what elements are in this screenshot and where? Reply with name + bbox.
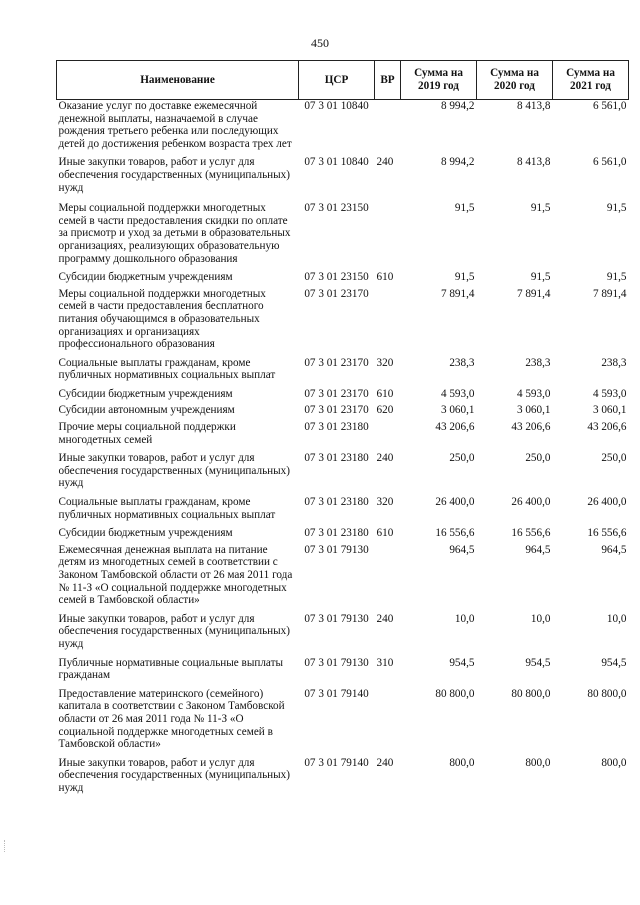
- table-body: [57, 100, 629, 795]
- row-name: Субсидии бюджетным учреждениям: [58, 527, 233, 540]
- row-sum-2019: 16 556,6: [435, 527, 475, 540]
- row-vr: [375, 688, 401, 751]
- row-vr: [375, 544, 401, 607]
- row-vr: 240: [376, 612, 394, 625]
- row-sum-2019: 7 891,4: [440, 287, 475, 300]
- table-row: [57, 100, 629, 151]
- row-name: Прочие меры социальной поддержки многодетных семей: [58, 421, 236, 446]
- row-csr: 07 3 01 10840: [304, 156, 369, 169]
- row-sum-2021: 800,0: [601, 756, 627, 769]
- row-sum-2020: 10,0: [530, 612, 551, 625]
- row-sum-2021: 26 400,0: [587, 496, 627, 509]
- row-sum-2020: 80 800,0: [511, 687, 551, 700]
- row-sum-2019: 8 994,2: [440, 156, 475, 169]
- row-vr: 310: [376, 656, 394, 669]
- row-name: Публичные нормативные социальные выплаты гражданам: [58, 656, 284, 682]
- row-sum-2021: 238,3: [601, 356, 627, 369]
- row-csr: 07 3 01 79140: [304, 756, 369, 769]
- row-name: Иные закупки товаров, работ и услуг для обеспечения государственных (муниципальных) нужд: [58, 452, 290, 490]
- row-sum-2020: 26 400,0: [511, 496, 551, 509]
- row-spacer: [57, 194, 629, 202]
- row-csr: 07 3 01 23180: [304, 527, 369, 540]
- table-row: [57, 288, 629, 351]
- row-csr: 07 3 01 23170: [304, 356, 369, 369]
- row-sum-2021: 80 800,0: [587, 687, 627, 700]
- header-csr: ЦСР: [299, 61, 375, 100]
- row-spacer-cell: [57, 194, 629, 202]
- margin-mark: [4, 840, 6, 852]
- row-name: Социальные выплаты гражданам, кроме публичных нормативных социальных выплат: [58, 496, 276, 521]
- row-sum-2019: 43 206,6: [435, 421, 475, 434]
- row-name: Иные закупки товаров, работ и услуг для обеспечения государственных (муниципальных) нужд: [58, 612, 290, 650]
- row-name: Субсидии бюджетным учреждениям: [58, 271, 233, 284]
- row-sum-2021: 250,0: [601, 452, 627, 465]
- row-vr: [375, 202, 401, 265]
- row-sum-2020: 16 556,6: [511, 527, 551, 540]
- row-csr: 07 3 01 23180: [304, 421, 369, 434]
- table-row: [57, 202, 629, 265]
- row-csr: 07 3 01 10840: [304, 100, 369, 112]
- row-sum-2019: 954,5: [449, 656, 475, 669]
- row-sum-2021: 7 891,4: [592, 287, 627, 300]
- row-vr: 620: [376, 404, 394, 417]
- row-name: Ежемесячная денежная выплата на питание детям из многодетных семей в соответствии с Законом Тамбовской области от 26 мая 2011 года № 11-З «О социальной поддержке многодетных семей в Тамбовской области»: [58, 543, 293, 607]
- row-vr: [375, 288, 401, 351]
- row-vr: 610: [376, 527, 394, 540]
- row-sum-2021: 964,5: [601, 543, 627, 556]
- row-sum-2019: 80 800,0: [435, 687, 475, 700]
- row-sum-2020: 7 891,4: [516, 287, 551, 300]
- row-vr: 320: [376, 496, 394, 509]
- row-sum-2020: 4 593,0: [516, 387, 551, 400]
- header-vr: ВР: [375, 61, 401, 100]
- table-row: [57, 452, 629, 490]
- row-sum-2021: 10,0: [606, 612, 627, 625]
- row-sum-2020: 91,5: [530, 202, 551, 215]
- row-sum-2020: 8 413,8: [516, 156, 551, 169]
- row-sum-2019: 8 994,2: [440, 100, 475, 112]
- row-sum-2020: 91,5: [530, 271, 551, 284]
- row-vr: 320: [376, 356, 394, 369]
- row-sum-2020: 250,0: [525, 452, 551, 465]
- page-number: 450: [311, 36, 329, 50]
- row-name: Субсидии автономным учреждениям: [58, 404, 235, 417]
- header-sum-2019: Сумма на 2019 год: [401, 61, 477, 100]
- row-sum-2021: 6 561,0: [592, 100, 627, 112]
- row-sum-2019: 238,3: [449, 356, 475, 369]
- row-sum-2021: 4 593,0: [592, 387, 627, 400]
- row-sum-2021: 16 556,6: [587, 527, 627, 540]
- row-sum-2019: 91,5: [454, 202, 475, 215]
- row-csr: 07 3 01 79140: [304, 687, 369, 700]
- row-sum-2021: 3 060,1: [592, 404, 627, 417]
- row-name: Иные закупки товаров, работ и услуг для обеспечения государственных (муниципальных) нужд: [58, 756, 290, 794]
- row-sum-2019: 800,0: [449, 756, 475, 769]
- row-name: Субсидии бюджетным учреждениям: [58, 387, 233, 400]
- row-sum-2019: 250,0: [449, 452, 475, 465]
- table-row: [57, 271, 629, 284]
- header-sum-2021: Сумма на 2021 год: [553, 61, 629, 100]
- row-sum-2020: 964,5: [525, 543, 551, 556]
- row-sum-2020: 800,0: [525, 756, 551, 769]
- table-row: [57, 757, 629, 795]
- table-row: [57, 404, 629, 417]
- row-sum-2019: 964,5: [449, 543, 475, 556]
- row-vr: 610: [376, 271, 394, 284]
- row-name: Меры социальной поддержки многодетных семей в части предоставления бесплатного питания обучающимся в образовательных организациях и организациях профессионального образования: [58, 287, 266, 351]
- row-sum-2021: 91,5: [606, 271, 627, 284]
- row-sum-2020: 8 413,8: [516, 100, 551, 112]
- row-csr: 07 3 01 23150: [304, 271, 369, 284]
- row-name: Оказание услуг по доставке ежемесячной денежной выплаты, назначаемой в случае рождения третьего ребенка или последующих детей до достижения ребенком возраста трех лет: [58, 100, 292, 150]
- row-csr: 07 3 01 79130: [304, 656, 369, 669]
- row-name: Иные закупки товаров, работ и услуг для обеспечения государственных (муниципальных) нужд: [58, 156, 290, 194]
- row-sum-2019: 3 060,1: [440, 404, 475, 417]
- row-sum-2020: 43 206,6: [511, 421, 551, 434]
- row-sum-2021: 91,5: [606, 202, 627, 215]
- row-sum-2021: 43 206,6: [587, 421, 627, 434]
- table-header-row: [57, 61, 629, 100]
- table-row: [57, 527, 629, 540]
- row-sum-2021: 954,5: [601, 656, 627, 669]
- table-row: [57, 421, 629, 446]
- row-sum-2020: 3 060,1: [516, 404, 551, 417]
- row-name: Предоставление материнского (семейного) капитала в соответствии с Законом Тамбовской области от 26 мая 2011 года № 11-З «О социальной поддержке многодетных семей в Тамбовской области»: [58, 687, 285, 751]
- row-csr: 07 3 01 23170: [304, 387, 369, 400]
- row-sum-2021: 6 561,0: [592, 156, 627, 169]
- row-csr: 07 3 01 23180: [304, 496, 369, 509]
- header-sum-2020: Сумма на 2020 год: [477, 61, 553, 100]
- table-row: [57, 613, 629, 651]
- table-row: [57, 657, 629, 682]
- row-vr: [375, 421, 401, 446]
- budget-table: [56, 60, 629, 795]
- row-sum-2020: 954,5: [525, 656, 551, 669]
- row-sum-2019: 10,0: [454, 612, 475, 625]
- row-csr: 07 3 01 23170: [304, 287, 369, 300]
- row-sum-2019: 91,5: [454, 271, 475, 284]
- row-csr: 07 3 01 23170: [304, 404, 369, 417]
- row-sum-2019: 26 400,0: [435, 496, 475, 509]
- row-vr: 240: [376, 156, 394, 169]
- table-row: [57, 688, 629, 751]
- table-row: [57, 496, 629, 521]
- row-name: Меры социальной поддержки многодетных семей в части предоставления скидки по оплате за присмотр и уход за детьми в образовательных организациях, реализующих образовательную программу дошкольного образования: [58, 202, 291, 265]
- table-row: [57, 544, 629, 607]
- row-csr: 07 3 01 23180: [304, 452, 369, 465]
- row-csr: 07 3 01 79130: [304, 543, 369, 556]
- row-vr: 610: [376, 387, 394, 400]
- table-row: [57, 156, 629, 194]
- row-name: Социальные выплаты гражданам, кроме публичных нормативных социальных выплат: [58, 356, 276, 382]
- row-vr: [375, 100, 401, 151]
- row-sum-2019: 4 593,0: [440, 387, 475, 400]
- row-vr: 240: [376, 452, 394, 465]
- row-csr: 07 3 01 23150: [304, 202, 369, 215]
- table-row: [57, 357, 629, 382]
- table-row: [57, 388, 629, 401]
- header-name: Наименование: [57, 61, 299, 100]
- row-csr: 07 3 01 79130: [304, 612, 369, 625]
- row-sum-2020: 238,3: [525, 356, 551, 369]
- row-vr: 240: [376, 756, 394, 769]
